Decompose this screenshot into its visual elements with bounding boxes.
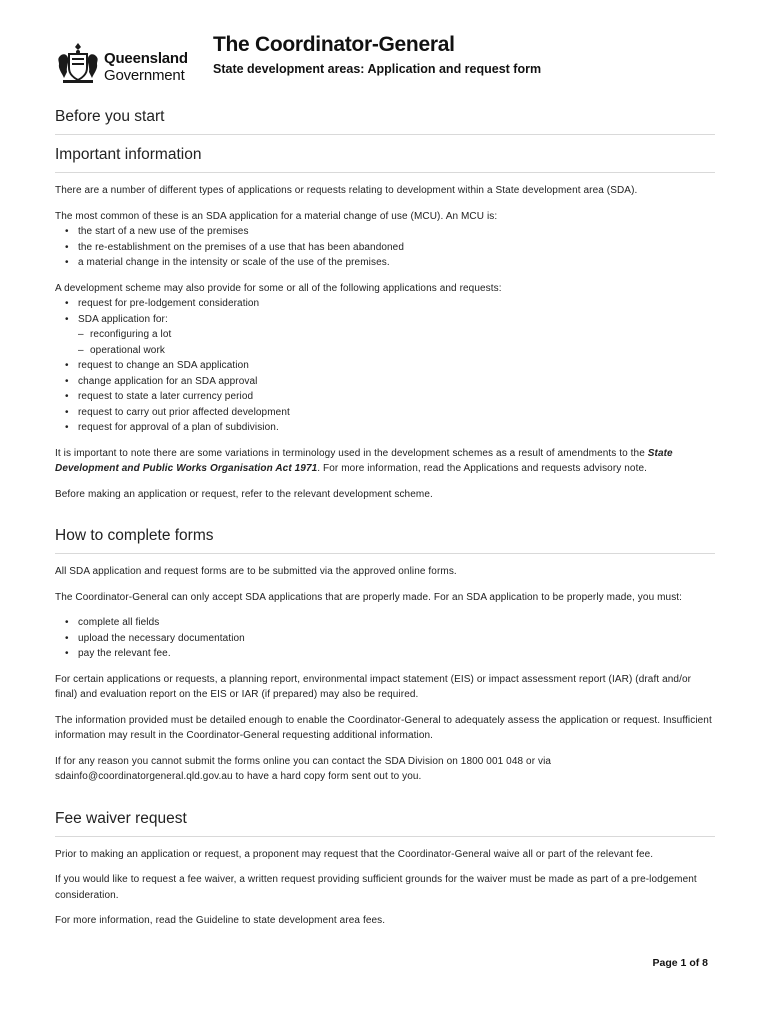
- bullet-dot: •: [65, 226, 69, 237]
- bullet-dot: •: [65, 391, 69, 402]
- requests-list: [55, 296, 715, 436]
- paragraph: Before making an application or request, refer to the relevant development scheme.: [55, 488, 433, 500]
- paragraph: If you would like to request a fee waiver, a written request providing sufficient grounds for the waiver must be made as part of a pre-lodgement consideration.: [55, 874, 697, 901]
- paragraph: Prior to making an application or request, a proponent may request that the Coordinator-General waive all or part of the relevant fee.: [55, 848, 654, 860]
- bullet-dot: •: [65, 298, 69, 309]
- document-title: The Coordinator-General: [213, 33, 455, 56]
- paragraph: It is important to note there are some variations in terminology used in the development schemes as a result of amendments to the State Development and Public Works Organisation Act 1971. For more information, read the Applications and requests advisory note.: [55, 447, 673, 474]
- bullet-dot: •: [65, 422, 69, 433]
- requirements-list: [55, 615, 715, 662]
- paragraph: The information provided must be detailed enough to enable the Coordinator-General to adequately assess the application or request. Insufficient information may result in the Coordinator-General requesting additional information.: [55, 714, 712, 741]
- logo-text-queensland: Queensland: [104, 50, 188, 67]
- list-item: • request to change an SDA application: [55, 358, 715, 374]
- list-item: • request to state a later currency period: [55, 389, 715, 405]
- bullet-dot: •: [65, 632, 69, 644]
- paragraph: The Coordinator-General can only accept SDA applications that are properly made. For an SDA application to be properly made, you must:: [55, 591, 683, 603]
- list-item: • pay the relevant fee.: [55, 646, 715, 662]
- heading-how-to-complete-forms: How to complete forms: [55, 527, 715, 554]
- heading-important-information: Important information: [55, 146, 715, 173]
- list-item: • request to carry out prior affected development: [55, 405, 715, 421]
- paragraph: If for any reason you cannot submit the forms online you can contact the SDA Division on 1800 001 048 or via sdainfo@coordinatorgeneral.qld.gov.au to have a hard copy form sent out to you.: [55, 755, 552, 782]
- paragraph: For more information, read the Guideline to state development area fees.: [55, 915, 386, 926]
- bullet-dot: •: [65, 313, 69, 325]
- act-title: State Development and Public Works Organisation Act 1971: [55, 447, 673, 474]
- paragraph: All SDA application and request forms are to be submitted via the approved online forms.: [55, 566, 457, 577]
- paragraph: There are a number of different types of applications or requests relating to development within a State development area (SDA).: [55, 185, 638, 196]
- sub-list-item: – reconfiguring a lot: [55, 327, 715, 343]
- bullet-dot: •: [65, 375, 69, 387]
- bullet-dot: •: [65, 257, 69, 268]
- bullet-dot: •: [65, 648, 69, 659]
- heading-before-you-start: Before you start: [55, 108, 715, 135]
- bullet-dot: •: [65, 360, 69, 371]
- list-item: • SDA application for:: [55, 312, 715, 328]
- list-item: • a material change in the intensity or scale of the use of the premises.: [55, 255, 715, 271]
- mcu-list: [55, 224, 715, 271]
- bullet-dot: •: [65, 241, 69, 253]
- paragraph: For certain applications or requests, a planning report, environmental impact statement (EIS) or impact assessment report (IAR) (draft and/or final) and evaluation report on the EIS or IAR (if prepared) may also be required.: [55, 673, 692, 700]
- list-item: • request for approval of a plan of subdivision.: [55, 420, 715, 436]
- sub-list-item: – operational work: [55, 343, 715, 359]
- page-number: Page 1 of 8: [652, 957, 708, 969]
- en-dash: –: [78, 329, 84, 340]
- list-item: • upload the necessary documentation: [55, 631, 715, 647]
- list-item: • the re-establishment on the premises of a use that has been abandoned: [55, 240, 715, 256]
- heading-fee-waiver-request: Fee waiver request: [55, 810, 715, 837]
- bullet-dot: •: [65, 406, 69, 418]
- list-item: • the start of a new use of the premises: [55, 224, 715, 240]
- logo-text-government: Government: [104, 67, 185, 84]
- paragraph: A development scheme may also provide for some or all of the following applications and requests:: [55, 282, 502, 294]
- bullet-dot: •: [65, 617, 69, 628]
- queensland-government-logo: [55, 40, 195, 86]
- en-dash: –: [78, 344, 84, 356]
- list-item: • request for pre-lodgement consideration: [55, 296, 715, 312]
- paragraph: The most common of these is an SDA application for a material change of use (MCU). An MCU is:: [55, 210, 498, 222]
- list-item: • change application for an SDA approval: [55, 374, 715, 390]
- document-body: [55, 108, 715, 929]
- list-item: • complete all fields: [55, 615, 715, 631]
- document-subtitle: State development areas: Application and request form: [213, 62, 542, 76]
- queensland-crest-icon: [55, 40, 101, 86]
